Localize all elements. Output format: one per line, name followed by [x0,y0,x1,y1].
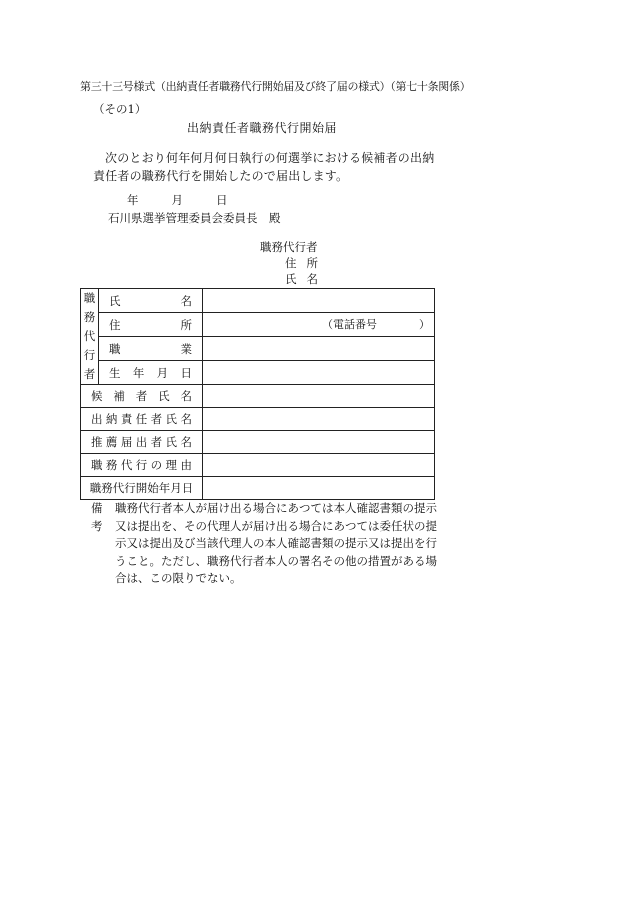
label-char: 生 [109,365,121,380]
row-label-cell [99,361,203,385]
table-row [81,454,435,477]
label-char: 氏 [158,389,170,403]
label-char: 職 [91,458,103,472]
label-char: 氏 [109,293,121,308]
row-label [99,341,202,357]
label-char: 由 [180,458,192,472]
label-char: 出 [135,435,148,449]
agent-address-label: 住所 [285,256,328,270]
label-char: 者 [135,389,148,403]
label-char: 名 [180,412,192,426]
label-char: 職 [109,341,121,356]
label-char: 氏 [165,412,178,426]
label-char: 任 [135,412,148,426]
label-char: の [150,458,163,472]
value-field[interactable] [203,337,435,361]
form-number-title: 第三十三号様式（出納責任者職務代行開始届及び終了届の様式）（第七十条関係） [80,80,471,93]
row-label [81,388,202,404]
table-row [81,313,435,337]
label-char: 日 [180,365,192,380]
document-title: 出納責任者職務代行開始届 [187,121,338,135]
row-label-cell [81,454,203,477]
table-row [81,477,435,500]
agent-group-label: 職 務 代 行 者 [81,289,99,385]
label-char: 代 [120,458,133,472]
value-field[interactable] [203,313,435,337]
agent-name-label: 氏名 [285,272,328,286]
label-char: 出 [91,412,103,426]
row-label-cell [81,385,203,408]
row-label: 職務代行開始年月日 [89,481,194,495]
label-char: 所 [180,317,192,332]
table-row [81,337,435,361]
label-char: 納 [105,412,118,426]
label-char: 推 [91,435,103,449]
row-label [81,457,202,473]
label-char: 責 [120,412,133,426]
label-char: 務 [105,458,118,472]
value-field[interactable] [203,289,435,313]
table-row [81,289,435,313]
label-char: 月 [156,365,169,380]
date-line [127,192,228,208]
row-label-cell [99,313,203,337]
label-char: 理 [165,458,178,472]
label-char: 者 [150,412,163,426]
notes-text: 職務代行者本人が届け出る場合にあつては本人確認書類の提示又は提出を、その代理人が届け出る場合にあつては委任状の提示又は提出及び当該代理人の本人確認書類の提示又は提出を行うこと。ただし、職務代行者本人の署名その他の措置がある場合は、この限りでない。 [115,501,437,585]
row-label [99,365,202,381]
label-char: 行 [135,458,148,472]
value-field[interactable] [203,477,435,500]
row-label [99,293,202,309]
body-paragraph: 次のとおり何年何月何日執行の何選挙における候補者の出納責任者の職務代行を開始したので届出します。 [93,151,435,183]
label-char: 薦 [105,435,118,449]
row-label [81,434,202,450]
value-field[interactable] [203,431,435,454]
form-table [80,288,435,500]
label-char: 名 [180,435,192,449]
label-char: 業 [180,341,192,356]
row-label [81,411,202,427]
value-field[interactable] [203,385,435,408]
notes-heading: 備考 [91,501,103,533]
label-char: 候 [91,389,103,403]
phone-number-label: （電話番号 ） [322,318,430,331]
label-char: 名 [180,389,192,403]
label-char: 氏 [165,435,178,449]
label-char: 年 [132,365,145,380]
table-row [81,431,435,454]
value-field[interactable] [203,408,435,431]
value-field[interactable] [203,361,435,385]
row-label-cell [81,431,203,454]
row-label-cell [99,337,203,361]
row-label-cell [81,477,203,500]
table-row [81,361,435,385]
date-day-label: 日 [216,193,228,207]
table-row [81,385,435,408]
label-char: 住 [109,317,121,332]
label-char: 届 [120,435,133,449]
table-row [81,408,435,431]
value-field[interactable] [203,454,435,477]
label-char: 名 [180,293,192,308]
label-char: 補 [113,389,125,403]
agent-heading: 職務代行者 [260,240,318,254]
addressee: 石川県選挙管理委員会委員長 殿 [108,211,281,225]
date-year-label: 年 [127,193,139,207]
row-label-cell [81,408,203,431]
row-label-cell [99,289,203,313]
date-month-label: 月 [171,193,183,207]
row-label [99,317,202,333]
label-char: 者 [150,435,163,449]
form-subtitle: （その1） [93,102,147,116]
